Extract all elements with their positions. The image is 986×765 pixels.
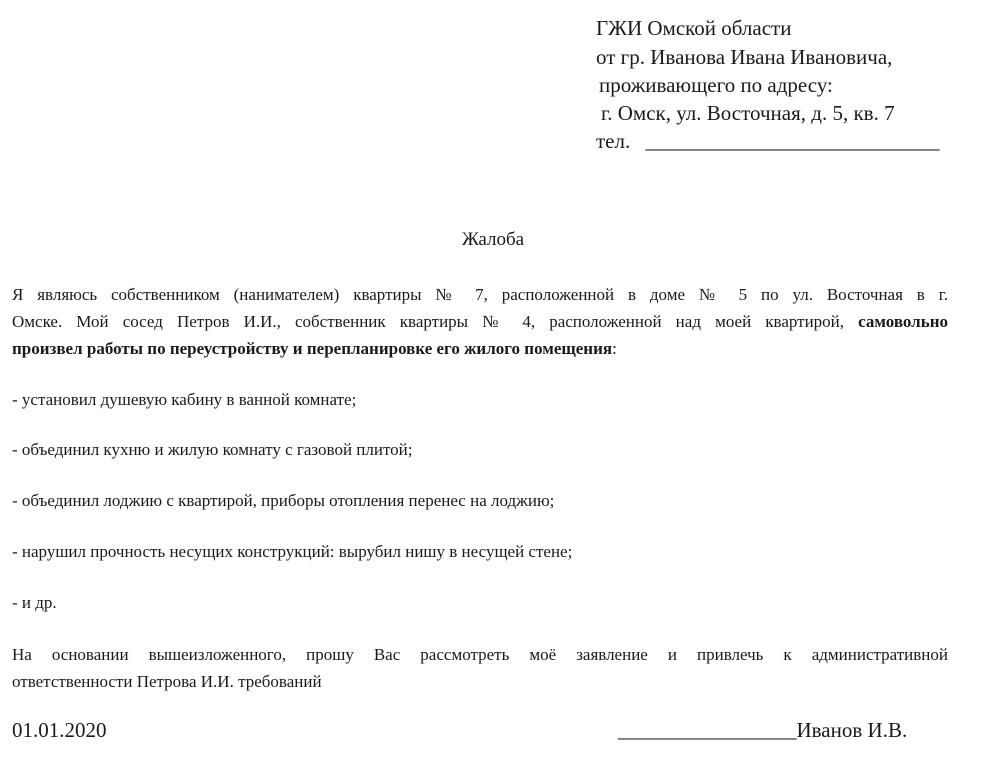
document-title: Жалоба (461, 229, 525, 250)
signature-blank: _________________ (618, 718, 797, 742)
list-item: - установил душевую кабину в ванной комнате; (12, 390, 357, 409)
sender: от гр. Иванова Ивана Ивановича, (596, 45, 893, 69)
intro-line-1: Я являюсь собственником (нанимателем) квартиры № 7, расположенной в доме № 5 по ул. Восточная в г. (12, 285, 948, 304)
list-item: - объединил кухню и жилую комнату с газовой плитой; (12, 440, 413, 459)
intro-line-3 (12, 339, 948, 359)
phone-label: тел. (596, 129, 631, 153)
intro-bold-1: самовольно (858, 312, 949, 331)
list-item: - нарушил прочность несущих конструкций: вырубил нишу в несущей стене; (12, 542, 573, 561)
address: г. Омск, ул. Восточная, д. 5, кв. 7 (601, 101, 895, 125)
phone-line (596, 127, 939, 155)
list-item: - и др. (12, 593, 57, 612)
phone-blank: ____________________________ (645, 129, 940, 153)
request-line-2: ответственности Петрова И.И. требований (12, 672, 322, 691)
residing-label: проживающего по адресу: (599, 73, 833, 97)
intro-colon: : (612, 339, 617, 358)
request-line-1: На основании вышеизложенного, прошу Вас рассмотреть моё заявление и привлечь к административной (12, 645, 948, 664)
intro-line-2 (12, 312, 948, 332)
intro-bold-2: произвел работы по переустройству и перепланировке его жилого помещения (12, 339, 613, 358)
date: 01.01.2020 (12, 718, 107, 742)
intro-line-2-text: Омске. Мой сосед Петров И.И., собственник квартиры № 4, расположенной над моей квартирой, (12, 312, 845, 331)
recipient: ГЖИ Омской области (596, 16, 792, 40)
signer-name: Иванов И.В. (796, 718, 908, 742)
list-item: - объединил лоджию с квартирой, приборы отопления перенес на лоджию; (12, 491, 555, 510)
signature-line (618, 718, 907, 743)
